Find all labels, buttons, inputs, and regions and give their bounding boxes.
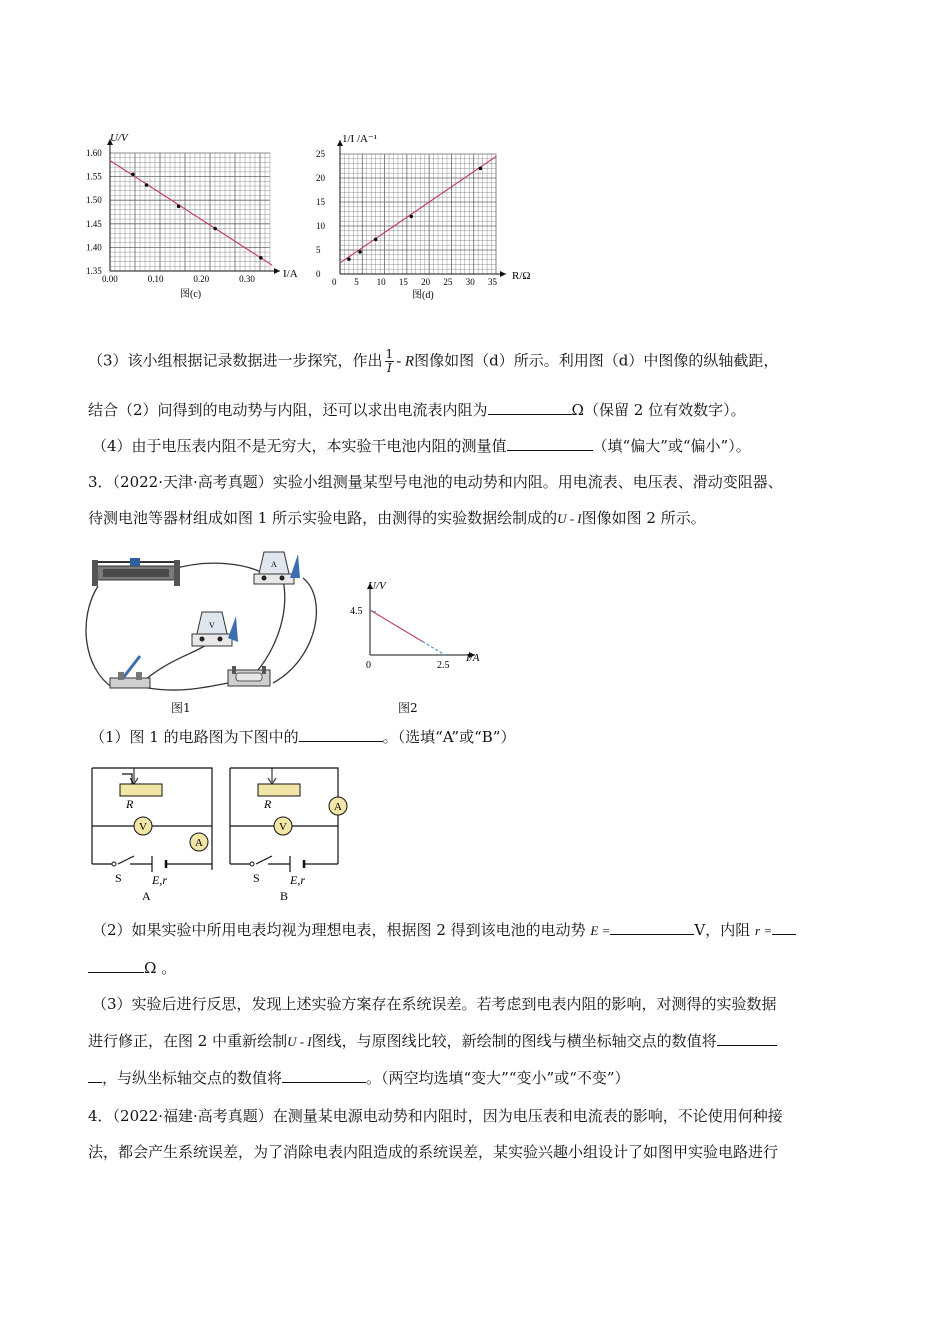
y-tick-label: 5 — [316, 245, 321, 255]
figure-2-marks — [350, 583, 475, 671]
problem-3-q2-line1: （2）如果实验中所用电表均视为理想电表，根据图 2 得到该电池的电动势 E = V，内阻 r = — [92, 920, 796, 941]
x-tick-label: 30 — [465, 277, 475, 287]
y-tick-label: 1.60 — [86, 148, 102, 158]
problem-3-q3-line2: 进行修正，在图 2 中重新绘制U - I图线，与原图线比较，新绘制的图线与横坐标轴交点的数值将 — [88, 1031, 777, 1052]
answer-blank-r-part2[interactable] — [88, 958, 144, 973]
svg-text:V: V — [279, 821, 287, 833]
problem-3-q3-line3: ，与纵坐标轴交点的数值将 。（两空均选填“变大”“变小”或“不变”） — [88, 1068, 630, 1088]
x-tick-label: 20 — [421, 277, 431, 287]
y-tick-label: 0 — [316, 269, 321, 279]
chart-d — [312, 118, 542, 305]
resistor-r-icon — [120, 784, 162, 796]
svg-text:V: V — [139, 821, 147, 833]
answer-blank-bias[interactable] — [507, 436, 593, 451]
chart-d-caption: 图(d) — [412, 290, 434, 301]
answer-blank-r-part1[interactable] — [772, 920, 796, 935]
x-axis-arrow — [500, 271, 506, 277]
problem-3-line2: 待测电池等器材组成如图 1 所示实验电路，由测得的实验数据绘制成的U - I图像如图 2 所示。 — [88, 509, 706, 527]
x-tick-label: 15 — [398, 277, 408, 287]
circuit-diagram-b — [222, 760, 362, 905]
x-tick-label: 0.20 — [193, 274, 210, 284]
fraction-1-over-i: $\frac{1}{I}$ — [385, 347, 394, 375]
y-tick-label: 1.50 — [86, 195, 102, 206]
data-point — [374, 238, 378, 242]
ammeter-icon — [254, 552, 300, 584]
ui-line — [370, 610, 423, 642]
q3-part4: （4）由于电压表内阻不是无穷大，本实验干电池内阻的测量值 （填“偏大”或“偏小”）。 — [92, 437, 751, 455]
q3-part3-line1: （3）该小组根据记录数据进一步探究，作出 $\frac{1}{I}$ - R图像如图（d）所示。利用图（d）中图像的纵轴截距， — [88, 347, 779, 375]
chart-c — [80, 125, 305, 305]
svg-text:A: A — [334, 801, 342, 813]
svg-text:S: S — [253, 871, 260, 885]
data-point — [410, 215, 414, 219]
data-point — [131, 172, 135, 176]
figure-2-xlabel: I/A — [466, 652, 480, 664]
answer-blank-x-intercept-part2[interactable] — [88, 1068, 102, 1083]
q3-part3-line2: 结合（2）问得到的电动势与内阻，还可以求出电流表内阻为 Ω（保留 2 位有效数字）。 — [88, 401, 746, 419]
circuit-diagram-a — [82, 760, 222, 905]
x-tick-label: 0 — [332, 277, 337, 287]
battery-icon — [228, 666, 270, 686]
ui-line-extension — [423, 642, 446, 656]
data-point — [479, 167, 483, 171]
chart-c-marks — [86, 148, 272, 284]
data-point — [259, 256, 263, 260]
problem-4-line2: 法，都会产生系统误差，为了消除电表内阻造成的系统误差，某实验兴趣小组设计了如图甲实验电路进行 — [88, 1143, 779, 1161]
x-tick-label: 25 — [443, 277, 453, 287]
y-tick-label: 1.40 — [86, 242, 102, 253]
answer-blank-ammeter-r[interactable] — [488, 400, 572, 415]
svg-text:S: S — [115, 871, 122, 885]
answer-blank-x-intercept-part1[interactable] — [717, 1031, 777, 1046]
x-tick-label: 0.00 — [102, 274, 118, 284]
x-tick-label: 2.5 — [437, 660, 450, 671]
svg-text:V: V — [209, 621, 215, 630]
y-tick-label: 15 — [316, 197, 325, 207]
x-axis-arrow — [274, 268, 280, 274]
chart-d-xlabel: R/Ω — [512, 270, 531, 282]
svg-text:R: R — [126, 797, 134, 811]
problem-4-line1: 4．（2022·福建·高考真题）在测量某电源电动势和内阻时，因为电压表和电流表的影响，不论使用何种接 — [88, 1107, 783, 1125]
figure-2-ylabel: U/V — [368, 580, 386, 592]
problem-3-q3-line1: （3）实验后进行反思，发现上述实验方案存在系统误差。若考虑到电表内阻的影响，对测得的实验数据 — [92, 995, 777, 1013]
problem-3-q2-line2: Ω 。 — [88, 958, 176, 978]
y-tick-label: 1.35 — [86, 266, 102, 276]
svg-text:R: R — [264, 797, 272, 811]
figure-2-caption: 图2 — [398, 701, 418, 715]
answer-blank-circuit[interactable] — [299, 727, 383, 742]
rheostat-icon — [92, 558, 180, 586]
chart-c-caption: 图(c) — [180, 289, 202, 300]
svg-text:E,r: E,r — [290, 873, 305, 887]
data-point — [177, 205, 181, 209]
x-tick-label: 0.30 — [239, 274, 255, 284]
svg-text:E,r: E,r — [152, 873, 167, 887]
y-tick-label: 4.5 — [350, 606, 363, 617]
figure-2-chart — [340, 575, 500, 675]
svg-text:A: A — [195, 837, 203, 849]
svg-text:A: A — [142, 889, 151, 903]
y-tick-label: 1.45 — [86, 218, 102, 229]
y-tick-label: 10 — [316, 221, 325, 231]
x-tick-label: 35 — [488, 277, 497, 287]
svg-text:B: B — [280, 889, 289, 903]
problem-3-line1: 3．（2022·天津·高考真题）实验小组测量某型号电池的电动势和内阻。用电流表、电压表、滑动变阻器、 — [88, 473, 783, 491]
svg-text:A: A — [271, 560, 277, 569]
chart-c-xlabel: I/A — [283, 268, 298, 280]
figure-1-caption: 图1 — [171, 701, 191, 715]
x-tick-label: 5 — [354, 277, 359, 287]
data-point — [213, 227, 217, 231]
chart-d-ylabel: 1/I /A⁻¹ — [342, 133, 378, 145]
y-tick-label: 1.55 — [86, 171, 102, 182]
data-point — [347, 257, 351, 261]
answer-blank-y-intercept[interactable] — [282, 1068, 366, 1083]
y-tick-label: 25 — [316, 149, 325, 159]
problem-3-q1: （1）图 1 的电路图为下图中的 。（选填“A”或“B”） — [90, 728, 516, 746]
voltmeter-icon — [192, 612, 238, 646]
x-tick-label: 10 — [376, 277, 386, 287]
data-point — [145, 183, 149, 187]
resistor-r-icon — [258, 784, 300, 796]
chart-c-ylabel: U/V — [110, 132, 128, 144]
answer-blank-emf[interactable] — [610, 920, 694, 935]
switch-icon — [110, 656, 150, 688]
data-point — [358, 250, 362, 254]
chart-d-grid — [337, 140, 506, 277]
x-tick-label: 0 — [366, 660, 371, 671]
fit-line — [340, 156, 496, 263]
y-tick-label: 20 — [316, 173, 325, 183]
figure-1-apparatus — [78, 538, 328, 718]
x-tick-label: 0.10 — [147, 274, 164, 284]
